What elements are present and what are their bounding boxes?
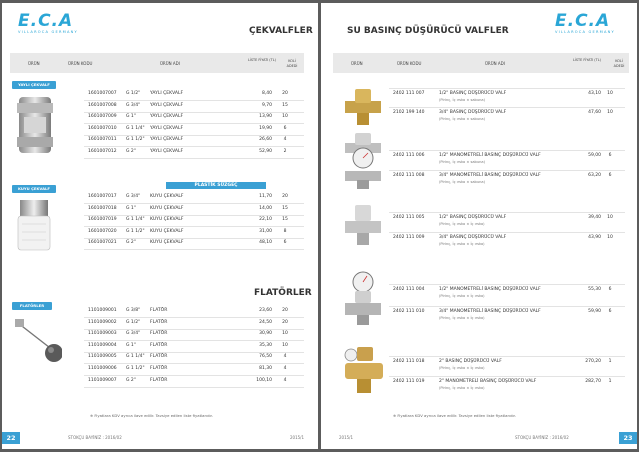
box-quantity: 20 [282, 308, 288, 313]
row-divider [84, 329, 304, 330]
list-price: 76,50 [259, 354, 272, 360]
row-divider [84, 135, 304, 136]
row-divider [84, 146, 304, 147]
list-price: 11,70 [259, 194, 272, 199]
box-quantity: 10 [282, 331, 288, 337]
product-name: YAYLI ÇEKVALF [150, 137, 184, 143]
page-number: 22 [2, 432, 20, 444]
box-quantity: 10 [607, 235, 613, 240]
header-product: ÜRÜN [351, 61, 363, 66]
product-name: FLATÖR [150, 377, 168, 383]
footer-year: 2015/1 [290, 435, 305, 440]
row-divider [84, 100, 304, 101]
manometer-valve-image [343, 147, 383, 191]
product-material: (Pirinç, İç ırsko × İç ırsko) [439, 366, 485, 370]
brand-subtitle: VILLAROCA GERMANY [18, 30, 78, 34]
product-material: (Pirinç, İç ırsko × sabuna) [439, 98, 485, 102]
product-code: 1101009002 [88, 319, 117, 325]
product-material: (Pirinç, İç ırsko × sabuna) [439, 180, 485, 184]
price-row [72, 240, 304, 249]
box-quantity: 15 [282, 102, 288, 108]
header-qty: KOLİ ADEDİ [286, 59, 298, 68]
product-code: 1101009003 [88, 331, 117, 337]
box-quantity: 4 [283, 366, 287, 371]
list-price: 24,50 [259, 319, 272, 325]
product-code: 2402 111 009 [393, 235, 425, 240]
price-row [72, 308, 304, 317]
product-material: (Pirinç, İç ırsko × sabuna) [439, 160, 485, 164]
product-code: 1601007012 [88, 149, 117, 154]
price-row [72, 366, 304, 375]
box-quantity: 15 [282, 217, 288, 223]
vat-note: ※ Fiyatlara KDV ayrıca ilave edilir. Tavsiye edilen liste fiyatlarıdır. [393, 413, 516, 418]
header-price: LİSTE FİYATI (TL) [248, 58, 276, 62]
box-quantity: 10 [282, 342, 288, 348]
product-size: G 2" [126, 149, 136, 154]
product-name: KUYU ÇEKVALF [150, 194, 184, 199]
product-size: G 3/4" [126, 194, 141, 199]
product-description [439, 173, 579, 187]
box-quantity: 15 [282, 205, 288, 211]
box-quantity: 1 [608, 379, 612, 384]
row-divider [84, 317, 304, 318]
list-price: 81,30 [259, 366, 272, 371]
product-material: (Pirinç, İç ırsko × İç ırsko) [439, 316, 485, 320]
price-row [72, 91, 304, 100]
product-size: G 1/2" [126, 319, 141, 325]
list-price: 23,60 [259, 308, 272, 313]
box-quantity: 6 [283, 125, 287, 131]
row-divider [389, 212, 625, 213]
brand-mark: E.C.A [555, 11, 611, 31]
box-quantity: 1 [608, 359, 612, 364]
product-size: G 1 1/2" [126, 137, 145, 143]
product-name: YAYLI ÇEKVALF [150, 114, 184, 120]
header-product: ÜRÜN [28, 61, 40, 66]
product-code: 2402 111 008 [393, 173, 425, 178]
list-price: 9,70 [261, 102, 272, 108]
table-header [10, 53, 304, 73]
row-divider [389, 170, 625, 171]
product-description [439, 359, 579, 373]
product-code: 1601007019 [88, 217, 117, 223]
box-quantity: 10 [282, 114, 288, 120]
price-row [72, 149, 304, 158]
header-code: ÜRÜN KODU [397, 61, 422, 66]
product-name: KUYU ÇEKVALF [150, 228, 184, 234]
product-code: 2402 111 004 [393, 287, 425, 292]
price-row [72, 229, 304, 238]
row-divider [84, 363, 304, 364]
product-code: 1101009005 [88, 354, 117, 360]
product-material: (Pirinç, İç ırsko × sabuna) [439, 117, 485, 121]
row-divider [84, 203, 304, 204]
product-description [439, 379, 579, 393]
product-name: 1/2" BASINÇ DÜŞÜRÜCÜ VALF [439, 91, 507, 96]
product-name: FLATÖR [150, 319, 168, 325]
product-size: G 1" [126, 205, 136, 211]
list-price: 63,20 [588, 173, 601, 178]
header-name: ÜRÜN ADI [485, 61, 505, 66]
subheader-plastik-suzgec: PLASTİK SÜZGEÇ [166, 182, 266, 189]
box-quantity: 6 [608, 173, 612, 178]
pressure-reducer-image-3 [343, 203, 383, 247]
product-size: G 3/4" [126, 331, 141, 337]
price-row [72, 114, 304, 123]
product-name: 2" BASINÇ DÜŞÜRÜCÜ VALF [439, 359, 502, 364]
list-price: 100,10 [256, 377, 272, 383]
product-material: (Pirinç, İç ırsko × İç ırsko) [439, 386, 485, 390]
header-price: LİSTE FİYATI (TL) [573, 58, 601, 62]
box-quantity: 10 [607, 91, 613, 96]
product-description [439, 287, 579, 301]
box-quantity: 20 [282, 91, 288, 96]
product-code: 1601007007 [88, 91, 117, 96]
product-code: 1601007017 [88, 194, 117, 199]
box-quantity: 8 [283, 228, 287, 234]
product-code: 1601007011 [88, 137, 117, 143]
row-divider [389, 232, 625, 233]
list-price: 59,90 [588, 309, 601, 314]
pressure-reducer-image-1 [343, 85, 383, 127]
list-price: 59,00 [588, 153, 601, 158]
group-tag-yayli: YAYLI ÇEKVALF [12, 81, 56, 89]
product-code: 1101009006 [88, 366, 117, 371]
product-code: 2402 111 018 [393, 359, 425, 364]
brand-subtitle: VILLAROCA GERMANY [555, 30, 615, 34]
page-title: SU BASINÇ DÜŞÜRÜCÜ VALFLER [347, 26, 509, 36]
price-row [72, 206, 304, 215]
product-size: G 1" [126, 114, 136, 120]
box-quantity: 10 [607, 110, 613, 115]
product-size: G 1 1/2" [126, 366, 145, 371]
list-price: 31,00 [259, 228, 272, 234]
list-price: 19,90 [259, 125, 272, 131]
box-quantity: 6 [608, 153, 612, 158]
header-code: ÜRÜN KODU [68, 61, 93, 66]
list-price: 30,90 [259, 331, 272, 337]
box-quantity: 4 [283, 137, 287, 143]
table-header [333, 53, 629, 73]
list-price: 270,20 [585, 359, 601, 364]
footer-center: STOKÇU BAYİNİZ : 2016/02 [68, 435, 122, 440]
header-qty: KOLİ ADEDİ [613, 59, 625, 68]
list-price: 43,90 [588, 235, 601, 240]
product-name: 1/2" MANOMETRELİ BASINÇ DÜŞÜRÜCÜ VALF [439, 153, 541, 158]
price-row [72, 126, 304, 135]
product-size: G 1 1/4" [126, 217, 145, 223]
product-code: 1601007021 [88, 240, 117, 246]
product-size: G 2" [126, 377, 136, 383]
page-title: ÇEKVALFLER [249, 26, 313, 36]
price-row [72, 354, 304, 363]
list-price: 35,30 [259, 342, 272, 348]
flator-image [14, 315, 62, 365]
product-size: G 3/4" [126, 102, 141, 108]
box-quantity: 4 [283, 377, 287, 383]
row-divider [389, 150, 625, 151]
product-name: 2" MANOMETRELİ BASINÇ DÜŞÜRÜCÜ VALF [439, 379, 537, 384]
product-code: 2402 111 010 [393, 309, 425, 314]
list-price: 282,70 [585, 379, 601, 384]
product-name: FLATÖR [150, 308, 168, 313]
row-divider [84, 112, 304, 113]
list-price: 22,10 [259, 217, 272, 223]
list-price: 26,60 [259, 137, 272, 143]
product-name: KUYU ÇEKVALF [150, 217, 184, 223]
box-quantity: 4 [283, 354, 287, 360]
footer-center: STOKÇU BAYİNİZ : 2016/02 [515, 435, 569, 440]
group-tag-flatorler: FLATÖRLER [12, 302, 52, 310]
product-code: 1601007008 [88, 102, 117, 108]
box-quantity: 6 [608, 309, 612, 314]
list-price: 55,30 [588, 287, 601, 292]
product-code: 1601007020 [88, 228, 117, 234]
product-name: 1/2" MANOMETRELİ BASINÇ DÜŞÜRÜCÜ VALF [439, 287, 541, 292]
left-page [2, 3, 318, 449]
product-description [439, 153, 579, 167]
group-tag-kuyu: KUYU ÇEKVALF [12, 185, 56, 193]
box-quantity: 20 [282, 194, 288, 199]
product-material: (Pirinç, İç ırsko × İç ırsko) [439, 242, 485, 246]
product-code: 1601007010 [88, 125, 117, 131]
product-code: 2402 111 007 [393, 91, 425, 96]
product-code: 2102 199 140 [393, 110, 425, 115]
list-price: 39,40 [588, 215, 601, 220]
product-name: 3/4" MANOMETRELİ BASINÇ DÜŞÜRÜCÜ VALF [439, 309, 541, 314]
list-price: 8,40 [261, 91, 272, 96]
row-divider [389, 107, 625, 108]
product-description [439, 91, 579, 105]
list-price: 52,90 [259, 149, 272, 154]
row-divider [84, 158, 304, 159]
list-price: 13,90 [259, 114, 272, 120]
product-code: 1601007009 [88, 114, 117, 120]
list-price: 47,60 [588, 110, 601, 115]
product-material: (Pirinç, İç ırsko × İç ırsko) [439, 294, 485, 298]
price-row [72, 320, 304, 329]
vat-note: ※ Fiyatlara KDV ayrıca ilave edilir. Tavsiye edilen liste fiyatlarıdır. [90, 413, 213, 418]
box-quantity: 20 [282, 319, 288, 325]
product-size: G 2" [126, 240, 136, 246]
brand-mark: E.C.A [18, 11, 74, 31]
product-code: 2402 111 019 [393, 379, 425, 384]
product-size: G 1 1/4" [126, 125, 145, 131]
row-divider [389, 376, 625, 377]
row-divider [389, 284, 625, 285]
product-name: YAYLI ÇEKVALF [150, 125, 184, 131]
row-divider [84, 352, 304, 353]
list-price: 48,10 [259, 240, 272, 246]
eca-logo [18, 11, 80, 37]
price-row [72, 343, 304, 352]
product-code: 2402 111 005 [393, 215, 425, 220]
row-divider [84, 123, 304, 124]
product-name: YAYLI ÇEKVALF [150, 91, 184, 96]
row-divider [84, 387, 304, 388]
product-description [439, 215, 579, 229]
product-code: 1601007018 [88, 205, 117, 211]
product-description [439, 110, 579, 124]
product-name: KUYU ÇEKVALF [150, 240, 184, 246]
product-name: 3/4" MANOMETRELİ BASINÇ DÜŞÜRÜCÜ VALF [439, 173, 541, 178]
right-page [321, 3, 637, 449]
product-name: FLATÖR [150, 342, 168, 348]
product-size: G 3/8" [126, 308, 141, 313]
row-divider [84, 375, 304, 376]
header-name: ÜRÜN ADI [160, 61, 180, 66]
eca-logo [555, 11, 617, 37]
product-name: FLATÖR [150, 331, 168, 337]
product-size: G 1 1/2" [126, 228, 145, 234]
list-price: 14,00 [259, 205, 272, 211]
box-quantity: 6 [283, 240, 287, 246]
section-title-flatorler: FLATÖRLER [254, 288, 312, 298]
large-pressure-reducer-image [343, 345, 385, 395]
row-divider [84, 238, 304, 239]
product-code: 1101009004 [88, 342, 117, 348]
product-description [439, 235, 579, 249]
product-material: (Pirinç, İç ırsko × İç ırsko) [439, 222, 485, 226]
product-name: 3/4" BASINÇ DÜŞÜRÜCÜ VALF [439, 110, 507, 115]
yayli-cekvalf-image [16, 95, 54, 155]
product-size: G 1/2" [126, 91, 141, 96]
box-quantity: 2 [283, 149, 287, 154]
price-row [72, 194, 304, 203]
product-code: 1101009001 [88, 308, 117, 313]
product-name: KUYU ÇEKVALF [150, 205, 184, 211]
box-quantity: 10 [607, 215, 613, 220]
price-row [72, 137, 304, 146]
product-name: 1/2" BASINÇ DÜŞÜRÜCÜ VALF [439, 215, 507, 220]
price-row [72, 103, 304, 112]
list-price: 43,10 [588, 91, 601, 96]
price-row [72, 331, 304, 340]
product-name: 3/4" BASINÇ DÜŞÜRÜCÜ VALF [439, 235, 507, 240]
row-divider [389, 356, 625, 357]
product-code: 1101009007 [88, 377, 117, 383]
product-name: YAYLI ÇEKVALF [150, 149, 184, 154]
manometer-valve-image-2 [343, 271, 383, 327]
row-divider [84, 226, 304, 227]
kuyu-cekvalf-image [14, 200, 54, 252]
box-quantity: 6 [608, 287, 612, 292]
product-code: 2402 111 006 [393, 153, 425, 158]
row-divider [84, 340, 304, 341]
row-divider [84, 249, 304, 250]
footer-year: 2015/1 [339, 435, 354, 440]
price-row [72, 217, 304, 226]
row-divider [389, 306, 625, 307]
product-description [439, 309, 579, 323]
product-name: FLATÖR [150, 354, 168, 360]
product-name: FLATÖR [150, 366, 168, 371]
product-size: G 1" [126, 342, 136, 348]
row-divider [389, 88, 625, 89]
product-size: G 1 1/4" [126, 354, 145, 360]
price-row [72, 378, 304, 387]
product-name: YAYLI ÇEKVALF [150, 102, 184, 108]
page-number: 23 [619, 432, 637, 444]
row-divider [84, 215, 304, 216]
